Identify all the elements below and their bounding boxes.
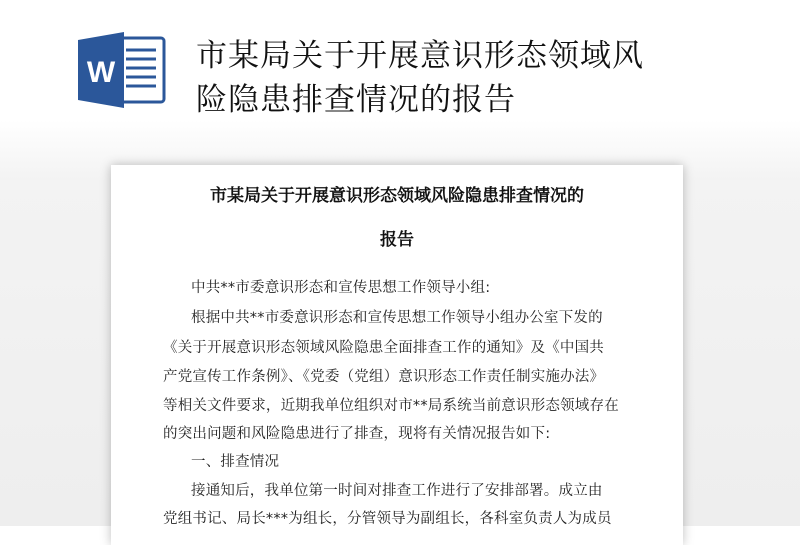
word-document-icon xyxy=(76,30,168,110)
word-icon-letter: W xyxy=(86,56,116,89)
page-title-line2: 险隐患排查情况的报告 xyxy=(196,82,516,118)
body-line: 接通知后，我单位第一时间对排查工作进行了安排部署。成立由 xyxy=(191,483,603,499)
section-heading: 一、排查情况 xyxy=(191,454,280,470)
body-line: 根据中共**市委意识形态和宣传思想工作领导小组办公室下发的 xyxy=(191,310,603,326)
page-title xyxy=(196,34,756,122)
body-line: 等相关文件要求，近期我单位组织对市**局系统当前意识形态领域存在 xyxy=(163,398,619,414)
document-title-line2: 报告 xyxy=(380,230,414,250)
body-line: 党组书记、局长***为组长，分管领导为副组长，各科室负责人为成员 xyxy=(163,511,612,527)
body-line: 产党宣传工作条例》、《党委（党组）意识形态工作责任制实施办法》 xyxy=(163,369,605,385)
body-line: 《关于开展意识形态领域风险隐患全面排查工作的通知》及《中国共 xyxy=(163,340,604,356)
body-line: 的突出问题和风险隐患进行了排查，现将有关情况报告如下: xyxy=(163,426,551,442)
document-preview xyxy=(111,165,683,545)
salutation: 中共**市委意识形态和宣传思想工作领导小组: xyxy=(191,280,491,296)
document-title-line1: 市某局关于开展意识形态领域风险隐患排查情况的 xyxy=(210,186,584,206)
page-title-line1: 市某局关于开展意识形态领域风 xyxy=(196,38,644,74)
